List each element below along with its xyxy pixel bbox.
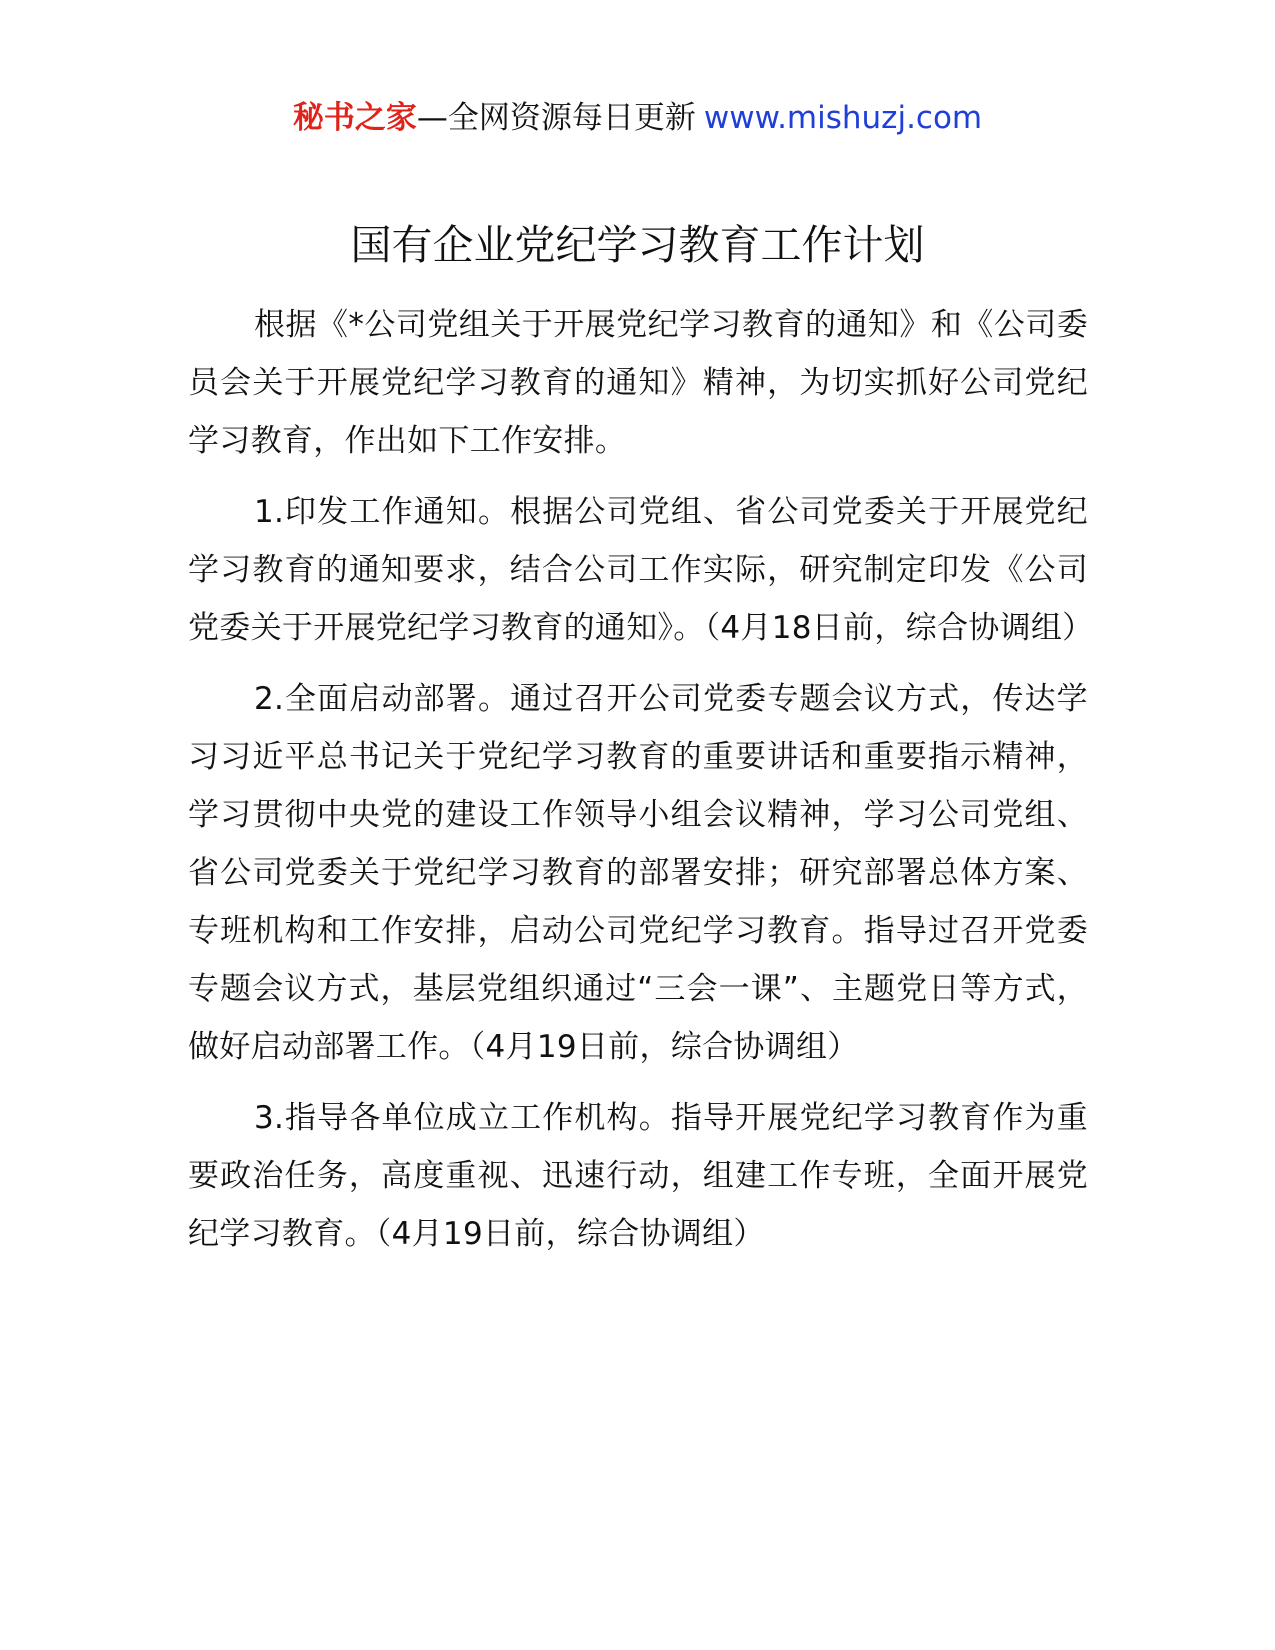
document-title: 国有企业党纪学习教育工作计划 <box>350 221 925 269</box>
site-header <box>0 96 1275 140</box>
item-1-paragraph: 1.印发工作通知。根据公司党组、省公司党委关于开展党纪学习教育的通知要求，结合公司工作实际，研究制定印发《公司党委关于开展党纪学习教育的通知》。（4月18日前，综合协调组） <box>188 494 1094 646</box>
brand-name: 秘书之家 <box>292 100 417 136</box>
item-3-paragraph: 3.指导各单位成立工作机构。指导开展党纪学习教育作为重要政治任务，高度重视、迅速行动，组建工作专班，全面开展党纪学习教育。（4月19日前，综合协调组） <box>188 1100 1088 1252</box>
site-url-link[interactable]: www.mishuzj.com <box>703 100 983 136</box>
header-tagline: —全网资源每日更新 <box>416 100 696 136</box>
document-body <box>188 296 1094 1276</box>
intro-paragraph: 根据《*公司党组关于开展党纪学习教育的通知》和《公司委员会关于开展党纪学习教育的通知》精神，为切实抓好公司党纪学习教育，作出如下工作安排。 <box>188 307 1088 459</box>
item-2-paragraph: 2.全面启动部署。通过召开公司党委专题会议方式，传达学习习近平总书记关于党纪学习教育的重要讲话和重要指示精神，学习贯彻中央党的建设工作领导小组会议精神，学习公司党组、省公司党委关于党纪学习教育的部署安排；研究部署总体方案、专班机构和工作安排，启动公司党纪学习教育。指导过召开党委专题会议方式，基层党组织通过“三会一课”、主题党日等方式，做好启动部署工作。（4月19日前，综合协调组） <box>188 681 1088 1065</box>
